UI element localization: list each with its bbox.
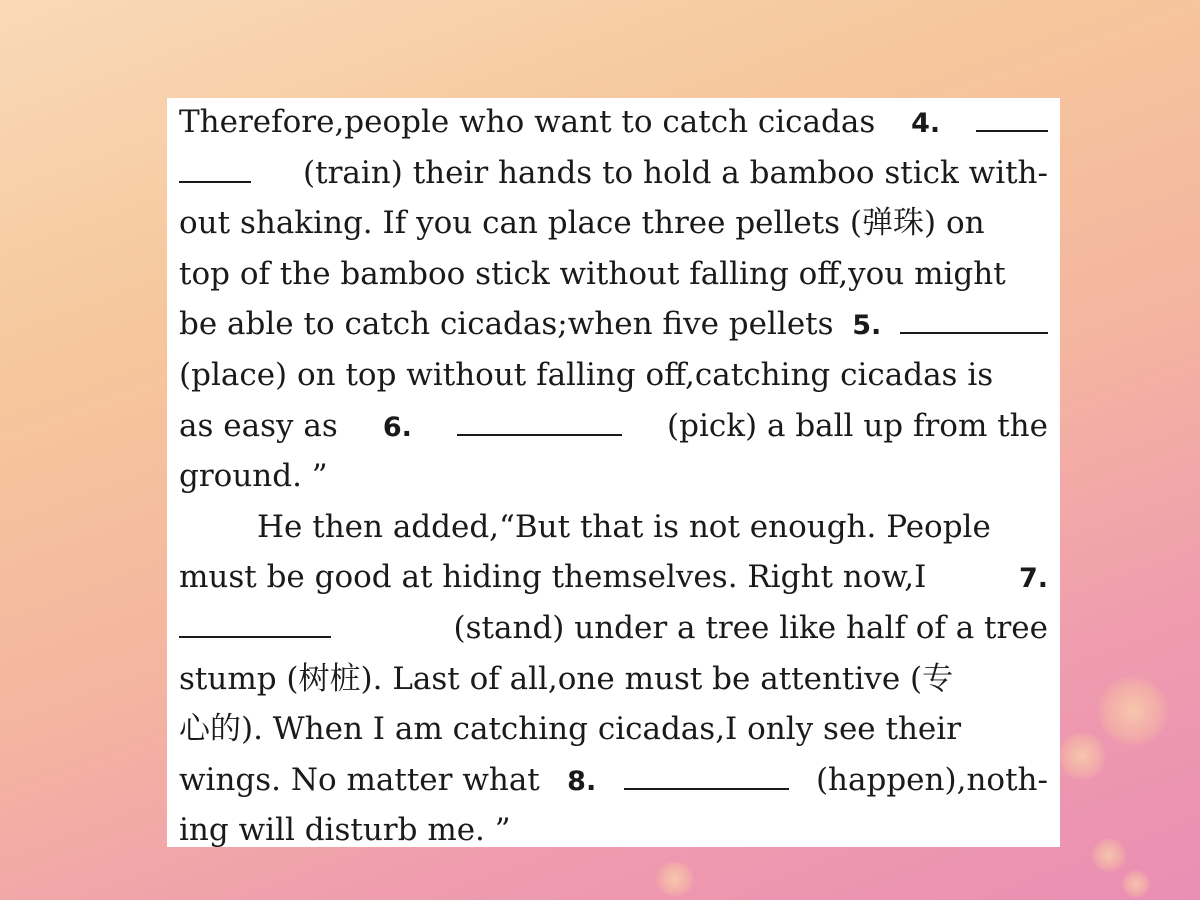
line-text: He then added,“But that is not enough. People [257, 508, 991, 545]
passage-line-1 [179, 100, 1048, 151]
line-text: top of the bamboo stick without falling off,you might [179, 255, 1006, 292]
passage-line-13 [179, 707, 1048, 758]
line-text: be able to catch cicadas;when five pellets [179, 306, 834, 343]
passage-line-7 [179, 404, 1048, 455]
passage-line-11 [179, 606, 1048, 657]
passage-line-10 [179, 555, 1048, 606]
answer-blank-5[interactable] [900, 306, 1048, 334]
line-text: stump (树桩). Last of all,one must be attentive (专 [179, 660, 954, 697]
passage-line-2 [179, 151, 1048, 202]
line-text: (place) on top without falling off,catching cicadas is [179, 356, 994, 393]
background-bokeh-1 [1098, 676, 1168, 746]
passage-line-9 [179, 505, 1048, 556]
passage-line-12 [179, 657, 1048, 708]
question-number-8: 8. [567, 765, 597, 797]
passage-panel [167, 98, 1060, 847]
passage-line-3 [179, 201, 1048, 252]
line-text: (pick) a ball up from the [667, 407, 1048, 444]
question-number-5: 5. [852, 310, 882, 342]
passage-line-15 [179, 808, 1048, 859]
answer-blank-4-continued[interactable] [179, 155, 251, 183]
line-text: ing will disturb me. ” [179, 812, 511, 849]
answer-blank-4[interactable] [976, 104, 1048, 132]
passage-line-5 [179, 302, 1048, 353]
line-text: (happen),noth- [815, 761, 1048, 798]
line-text: must be good at hiding themselves. Right now,I [179, 559, 927, 596]
passage-line-14 [179, 758, 1048, 809]
background-bokeh-5 [655, 862, 695, 896]
passage-line-8 [179, 454, 1048, 505]
answer-blank-8[interactable] [624, 762, 789, 790]
question-number-4: 4. [911, 108, 941, 139]
line-text: as easy as [179, 407, 338, 444]
line-text: (train) their hands to hold a bamboo stick with- [303, 154, 1048, 191]
line-text: (stand) under a tree like half of a tree [453, 609, 1048, 646]
line-text: wings. No matter what [179, 761, 540, 798]
background-bokeh-4 [1122, 870, 1150, 898]
answer-blank-6[interactable] [457, 408, 622, 436]
question-number-7: 7. [1018, 563, 1048, 595]
background-bokeh-3 [1092, 838, 1126, 872]
background-bokeh-2 [1058, 732, 1106, 780]
answer-blank-7[interactable] [179, 610, 331, 638]
line-text: Therefore,people who want to catch cicadas [179, 104, 876, 140]
line-text: 心的). When I am catching cicadas,I only see their [179, 711, 962, 748]
passage-line-6 [179, 353, 1048, 404]
passage-line-4 [179, 252, 1048, 303]
line-text: ground. ” [179, 458, 328, 495]
line-text: out shaking. If you can place three pellets (弹珠) on [179, 205, 985, 242]
question-number-6: 6. [382, 411, 412, 443]
